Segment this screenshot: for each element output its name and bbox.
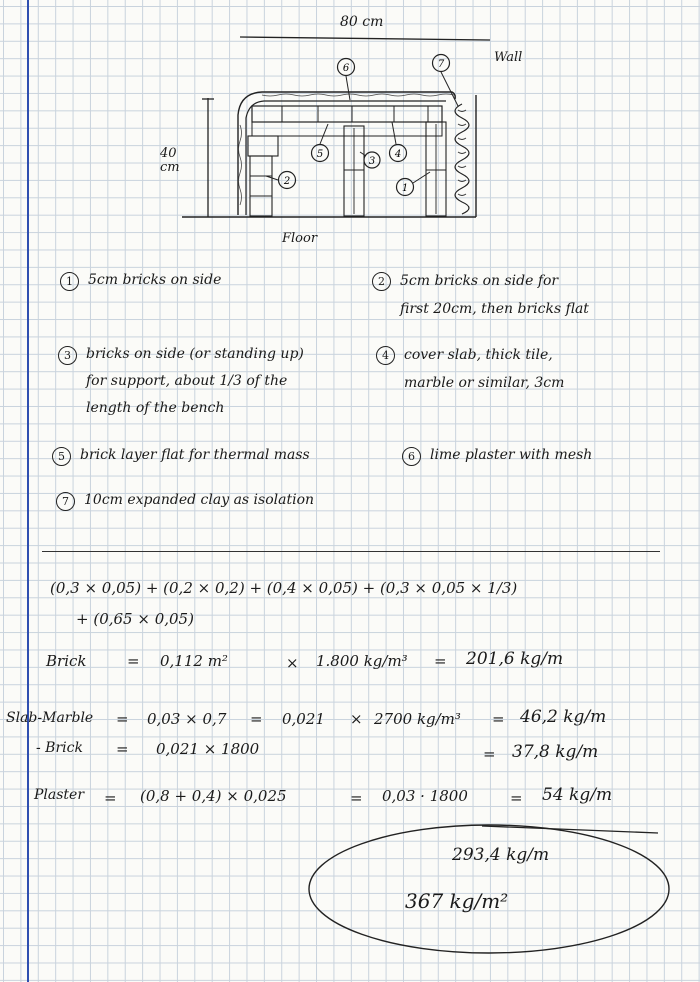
slab-label: Slab-Marble: [6, 710, 94, 726]
cover-slab: [252, 106, 442, 122]
slab-brick-eq2: =: [483, 745, 496, 763]
plaster-inner-line: [246, 101, 446, 215]
brick-eq2: =: [434, 652, 447, 670]
callout-3-label: 3: [368, 156, 376, 167]
total-per-square-meter: 367 kg/m²: [405, 889, 509, 913]
slab-result: 46,2 kg/m: [520, 707, 607, 727]
bench-cross-section-sketch: [0, 0, 700, 260]
slab-times: ×: [350, 710, 363, 728]
brick-label: Brick: [46, 652, 87, 670]
brick-eq: =: [127, 652, 140, 670]
plaster-label: Plaster: [34, 787, 85, 803]
legend-text: first 20cm, then bricks flat: [400, 301, 589, 317]
brick-density: 1.800 kg/m³: [316, 652, 408, 670]
section-divider: [42, 551, 660, 552]
legend-text: for support, about 1/3 of the: [86, 373, 288, 389]
slab-eq: =: [116, 710, 129, 728]
legend-text: lime plaster with mesh: [430, 447, 593, 463]
plaster-outer-line: [238, 92, 455, 215]
legend-text: cover slab, thick tile,: [404, 347, 553, 363]
slab-dims: 0,03 × 0,7: [147, 710, 227, 728]
legend-num: 1: [60, 272, 79, 291]
expanded-clay-layer: [455, 104, 469, 214]
legend-num: 4: [376, 346, 395, 365]
total-per-meter: 293,4 kg/m: [452, 845, 550, 865]
slab-density: 2700 kg/m³: [374, 710, 461, 728]
plaster-result: 54 kg/m: [542, 785, 613, 805]
legend-text: brick layer flat for thermal mass: [80, 447, 310, 463]
slab-eq2: =: [250, 710, 263, 728]
brick-times: ×: [286, 654, 299, 672]
legend-num: 2: [372, 272, 391, 291]
width-label: 80 cm: [340, 14, 384, 30]
plaster-eq3: =: [510, 789, 523, 807]
slab-eq3: =: [492, 710, 505, 728]
slab-brick-label: - Brick: [36, 740, 83, 756]
brick-result: 201,6 kg/m: [466, 649, 564, 669]
slab-area: 0,021: [282, 710, 325, 728]
callout-6-label: 6: [342, 63, 350, 74]
legend-num: 5: [52, 447, 71, 466]
legend-num: 3: [58, 346, 77, 365]
area-expression-line-2: + (0,65 × 0,05): [76, 610, 194, 628]
legend-text: marble or similar, 3cm: [404, 375, 565, 391]
plaster-mid: 0,03 · 1800: [382, 787, 468, 805]
slab-brick-eq: =: [116, 740, 129, 758]
legend-text: bricks on side (or standing up): [86, 346, 304, 362]
legend-num: 7: [56, 492, 75, 511]
plaster-expr: (0,8 + 0,4) × 0,025: [140, 787, 287, 805]
legend-text: 5cm bricks on side: [88, 272, 222, 288]
height-label: 40 cm: [160, 146, 180, 175]
plaster-eq2: =: [350, 789, 363, 807]
callout-7-label: 7: [437, 59, 445, 70]
callout-2-label: 2: [283, 176, 291, 187]
floor-label: Floor: [282, 231, 318, 246]
slab-brick-result: 37,8 kg/m: [512, 742, 599, 762]
plaster-eq: =: [104, 789, 117, 807]
legend-num: 6: [402, 447, 421, 466]
wall-label: Wall: [494, 50, 523, 65]
legend-text: length of the bench: [86, 400, 225, 416]
callout-5-label: 5: [316, 149, 324, 160]
area-expression-line-1: (0,3 × 0,05) + (0,2 × 0,2) + (0,4 × 0,05) + (0,3 × 0,05 × 1/3): [50, 579, 518, 597]
brick-area: 0,112 m²: [160, 652, 228, 670]
slab-brick-expr: 0,021 × 1800: [156, 740, 260, 758]
callout-1-label: 1: [401, 183, 409, 194]
legend-text: 10cm expanded clay as isolation: [84, 492, 315, 508]
width-dimension-line: [240, 37, 490, 40]
legend-text: 5cm bricks on side for: [400, 273, 559, 289]
callout-4-label: 4: [394, 149, 402, 160]
